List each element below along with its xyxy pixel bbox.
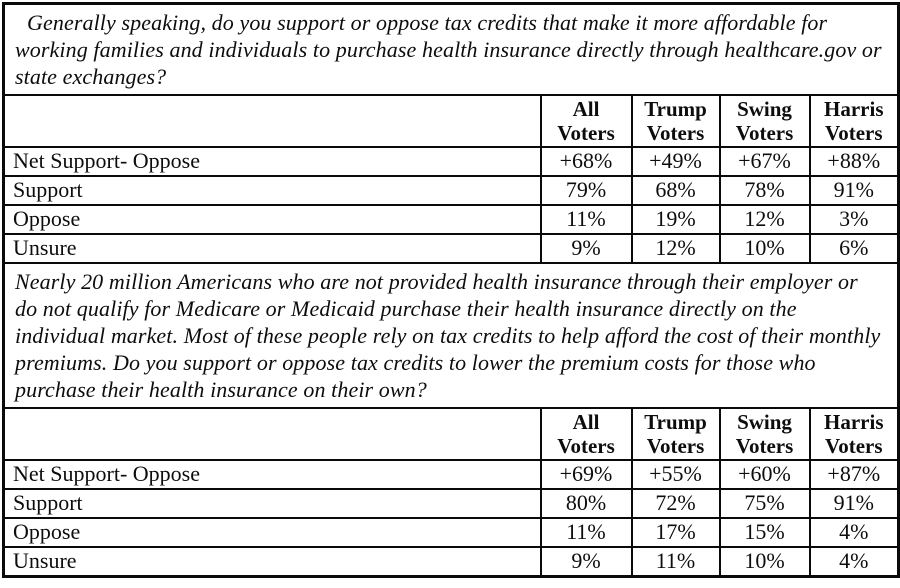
- table-row-oppose-2: [4, 518, 899, 547]
- value-cell: 10%: [720, 547, 810, 577]
- value-cell: +87%: [810, 460, 899, 489]
- column-header-line: Voters: [735, 121, 794, 145]
- column-header-line: Swing: [737, 410, 792, 434]
- value-cell: 4%: [810, 518, 899, 547]
- column-header-all-voters: [541, 95, 632, 147]
- column-header-line: Swing: [737, 97, 792, 121]
- column-header-line: Trump: [644, 97, 707, 121]
- value-cell: 68%: [632, 176, 720, 205]
- question-text-2: Nearly 20 million Americans who are not provided health insurance through their employer or do not qualify for Medicare or Medicaid purchase their health insurance directly on the individual market. Most of these people rely on tax credits to help afford the cost of their monthly premiums. Do you support or oppose tax credits to lower the premium costs for those who purchase their health insurance on their own?: [4, 263, 899, 408]
- column-header-line: Voters: [557, 121, 615, 145]
- question-text-1: Generally speaking, do you support or oppose tax credits that make it more affordable for working families and individuals to purchase health insurance directly through healthcare.gov or state exchanges?: [4, 4, 899, 96]
- value-cell: +67%: [720, 147, 810, 176]
- column-header-line: Voters: [646, 121, 705, 145]
- value-cell: 9%: [541, 547, 632, 577]
- value-cell: +88%: [810, 147, 899, 176]
- value-cell: 91%: [810, 176, 899, 205]
- column-header-swing-voters: [720, 95, 810, 147]
- row-label: Oppose: [4, 205, 541, 234]
- question-row-1: [4, 4, 899, 96]
- value-cell: 17%: [632, 518, 720, 547]
- header-row-2: [4, 408, 899, 460]
- value-cell: +55%: [632, 460, 720, 489]
- value-cell: 75%: [720, 489, 810, 518]
- row-label: Net Support- Oppose: [4, 147, 541, 176]
- value-cell: +69%: [541, 460, 632, 489]
- row-label: Unsure: [4, 547, 541, 577]
- value-cell: 10%: [720, 234, 810, 263]
- table-row-support-2: [4, 489, 899, 518]
- header-row-1: [4, 95, 899, 147]
- question-row-2: [4, 263, 899, 408]
- column-header-line: Harris: [824, 410, 884, 434]
- value-cell: 12%: [632, 234, 720, 263]
- value-cell: 72%: [632, 489, 720, 518]
- row-label: Support: [4, 489, 541, 518]
- row-label: Unsure: [4, 234, 541, 263]
- row-label: Oppose: [4, 518, 541, 547]
- header-spacer-2: [4, 408, 541, 460]
- column-header-trump-voters: [632, 408, 720, 460]
- table-row-support-1: [4, 176, 899, 205]
- poll-results-table: [2, 2, 900, 578]
- column-header-line: All: [572, 97, 600, 121]
- value-cell: 19%: [632, 205, 720, 234]
- table-row-net-support-1: [4, 147, 899, 176]
- value-cell: 3%: [810, 205, 899, 234]
- value-cell: +49%: [632, 147, 720, 176]
- column-header-swing-voters: [720, 408, 810, 460]
- column-header-line: All: [572, 410, 600, 434]
- value-cell: 80%: [541, 489, 632, 518]
- row-label: Net Support- Oppose: [4, 460, 541, 489]
- value-cell: 4%: [810, 547, 899, 577]
- column-header-all-voters: [541, 408, 632, 460]
- column-header-harris-voters: [810, 95, 899, 147]
- table-row-unsure-1: [4, 234, 899, 263]
- column-header-line: Voters: [557, 434, 615, 458]
- value-cell: 11%: [541, 205, 632, 234]
- row-label: Support: [4, 176, 541, 205]
- column-header-trump-voters: [632, 95, 720, 147]
- value-cell: 6%: [810, 234, 899, 263]
- table-row-net-support-2: [4, 460, 899, 489]
- value-cell: 12%: [720, 205, 810, 234]
- value-cell: +60%: [720, 460, 810, 489]
- column-header-line: Harris: [824, 97, 884, 121]
- table-row-oppose-1: [4, 205, 899, 234]
- header-spacer-1: [4, 95, 541, 147]
- value-cell: 78%: [720, 176, 810, 205]
- column-header-line: Voters: [825, 434, 883, 458]
- column-header-line: Voters: [646, 434, 705, 458]
- value-cell: 9%: [541, 234, 632, 263]
- value-cell: +68%: [541, 147, 632, 176]
- column-header-line: Voters: [825, 121, 883, 145]
- column-header-harris-voters: [810, 408, 899, 460]
- value-cell: 11%: [632, 547, 720, 577]
- column-header-line: Trump: [644, 410, 707, 434]
- value-cell: 15%: [720, 518, 810, 547]
- value-cell: 91%: [810, 489, 899, 518]
- value-cell: 79%: [541, 176, 632, 205]
- column-header-line: Voters: [735, 434, 794, 458]
- value-cell: 11%: [541, 518, 632, 547]
- table-row-unsure-2: [4, 547, 899, 577]
